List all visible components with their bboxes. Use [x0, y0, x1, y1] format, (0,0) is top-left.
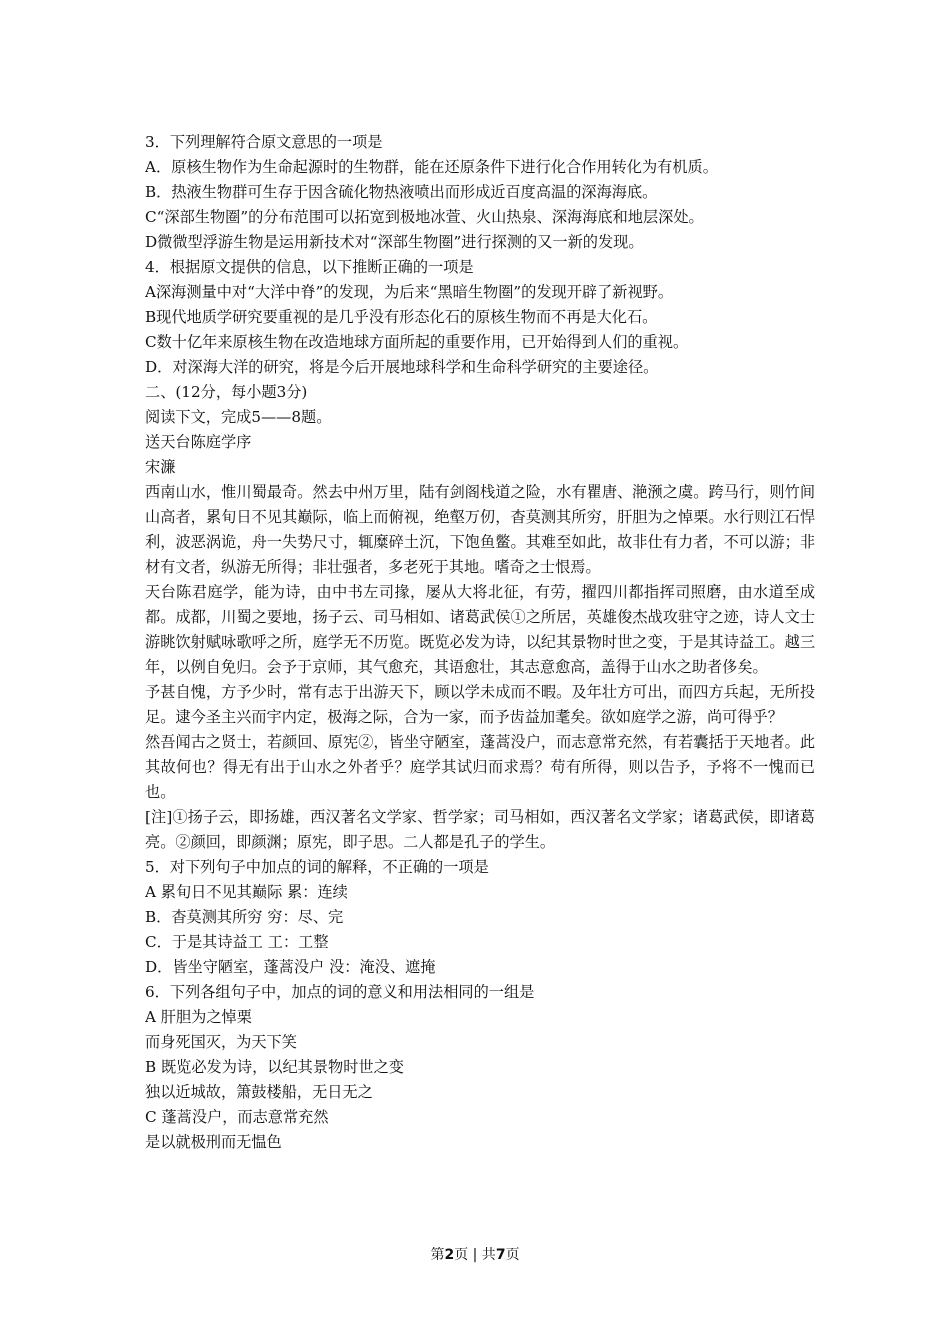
question-4-option-b: B现代地质学研究要重视的是几乎没有形态化石的原核生物而不再是大化石。 — [145, 308, 658, 326]
question-4-option-d: D．对深海大洋的研究，将是今后开展地球科学和生命科学研究的主要途径。 — [145, 358, 659, 376]
footer-suffix: 页 — [505, 1247, 520, 1263]
question-5-option-c: C．于是其诗益工 工：工整 — [145, 933, 329, 951]
section-2-instruction: 阅读下文，完成5——8题。 — [145, 408, 332, 426]
question-5-option-a: A 累旬日不见其巅际 累：连续 — [145, 883, 348, 901]
question-6-line-a1: A 肝胆为之悼栗 — [145, 1008, 252, 1026]
question-6-line-a2: 而身死国灭，为天下笑 — [145, 1033, 297, 1051]
question-3-option-d: D微微型浮游生物是运用新技术对“深部生物圈”进行探测的又一新的发现。 — [145, 233, 644, 251]
question-4-stem: 4．根据原文提供的信息，以下推断正确的一项是 — [145, 258, 474, 276]
question-6-line-c1: C 蓬蒿没户，而志意常充然 — [145, 1108, 329, 1126]
question-3-option-b: B．热液生物群可生存于因含硫化物热液喷出而形成近百度高温的深海海底。 — [145, 183, 658, 201]
question-4-option-c: C数十亿年来原核生物在改造地球方面所起的重要作用，已开始得到人们的重视。 — [145, 333, 689, 351]
question-4-option-a: A深海测量中对“大洋中脊”的发现，为后来“黑暗生物圈”的发现开辟了新视野。 — [145, 283, 674, 301]
essay-author: 宋濂 — [145, 458, 176, 476]
page-content — [145, 130, 815, 1155]
essay-paragraph-3: 予甚自愧，方予少时，常有志于出游天下，顾以学未成而不暇。及年壮方可出，而四方兵起，无所投足。逮今圣主兴而宇内定，极海之际，合为一家，而予齿益加耄矣。欲如庭学之游，尚可得乎？ — [145, 683, 815, 726]
page-footer — [0, 1244, 950, 1266]
question-6-line-b1: B 既览必发为诗，以纪其景物时世之变 — [145, 1058, 404, 1076]
question-3-option-c: C“深部生物圈”的分布范围可以拓宽到极地冰萱、火山热泉、深海海底和地层深处。 — [145, 208, 704, 226]
footer-middle: 页 | 共 — [454, 1247, 496, 1263]
footer-page-number: 2 — [444, 1247, 455, 1263]
essay-footnote: [注]①扬子云，即扬雄，西汉著名文学家、哲学家；司马相如，西汉著名文学家；诸葛武侯，即诸葛亮。②颜回，即颜渊；原宪，即子思。二人都是孔子的学生。 — [145, 808, 815, 851]
footer-total-pages: 7 — [495, 1247, 506, 1263]
question-6-line-b2: 独以近城故，箫鼓楼船，无日无之 — [145, 1083, 373, 1101]
question-3-option-a: A．原核生物作为生命起源时的生物群，能在还原条件下进行化合作用转化为有机质。 — [145, 158, 718, 176]
section-2-heading: 二、(12分，每小题3分) — [145, 383, 308, 401]
footer-prefix: 第 — [430, 1247, 445, 1263]
question-5-stem: 5．对下列句子中加点的词的解释，不正确的一项是 — [145, 858, 489, 876]
question-3-stem: 3．下列理解符合原文意思的一项是 — [145, 133, 383, 151]
question-6-line-c2: 是以就极刑而无愠色 — [145, 1133, 282, 1151]
question-5-option-b: B．杳莫测其所穷 穷：尽、完 — [145, 908, 344, 926]
essay-paragraph-1: 西南山水，惟川蜀最奇。然去中州万里，陆有剑阁栈道之险，水有瞿唐、滟滪之虞。跨马行，则竹间山高者，累旬日不见其巅际，临上而俯视，绝壑万仞，杳莫测其所穷，肝胆为之悼栗。水行则江石悍利，波恶涡诡，舟一失势尺寸，辄糜碎土沉，下饱鱼鳖。其难至如此，故非仕有力者，不可以游；非材有文者，纵游无所得；非壮强者，多老死于其地。嗜奇之士恨焉。 — [145, 483, 815, 576]
question-5-option-d: D．皆坐守陋室，蓬蒿没户 没：淹没、遮掩 — [145, 958, 436, 976]
essay-title: 送天台陈庭学序 — [145, 433, 252, 451]
question-6-stem: 6．下列各组句子中，加点的词的意义和用法相同的一组是 — [145, 983, 535, 1001]
essay-paragraph-2: 天台陈君庭学，能为诗，由中书左司掾，屡从大将北征，有劳，擢四川都指挥司照磨，由水道至成都。成都，川蜀之要地，扬子云、司马相如、诸葛武侯①之所居，英雄俊杰战攻驻守之迹，诗人文士游眺饮射赋咏歌呼之所，庭学无不历览。既览必发为诗，以纪其景物时世之变，于是其诗益工。越三年，以例自免归。会予于京师，其气愈充，其语愈壮，其志意愈高，盖得于山水之助者侈矣。 — [145, 583, 815, 676]
essay-paragraph-4: 然吾闻古之贤士，若颜回、原宪②，皆坐守陋室，蓬蒿没户，而志意常充然，有若囊括于天地者。此其故何也？得无有出于山水之外者乎？庭学其试归而求焉？苟有所得，则以告予，予将不一愧而已也。 — [145, 733, 815, 801]
